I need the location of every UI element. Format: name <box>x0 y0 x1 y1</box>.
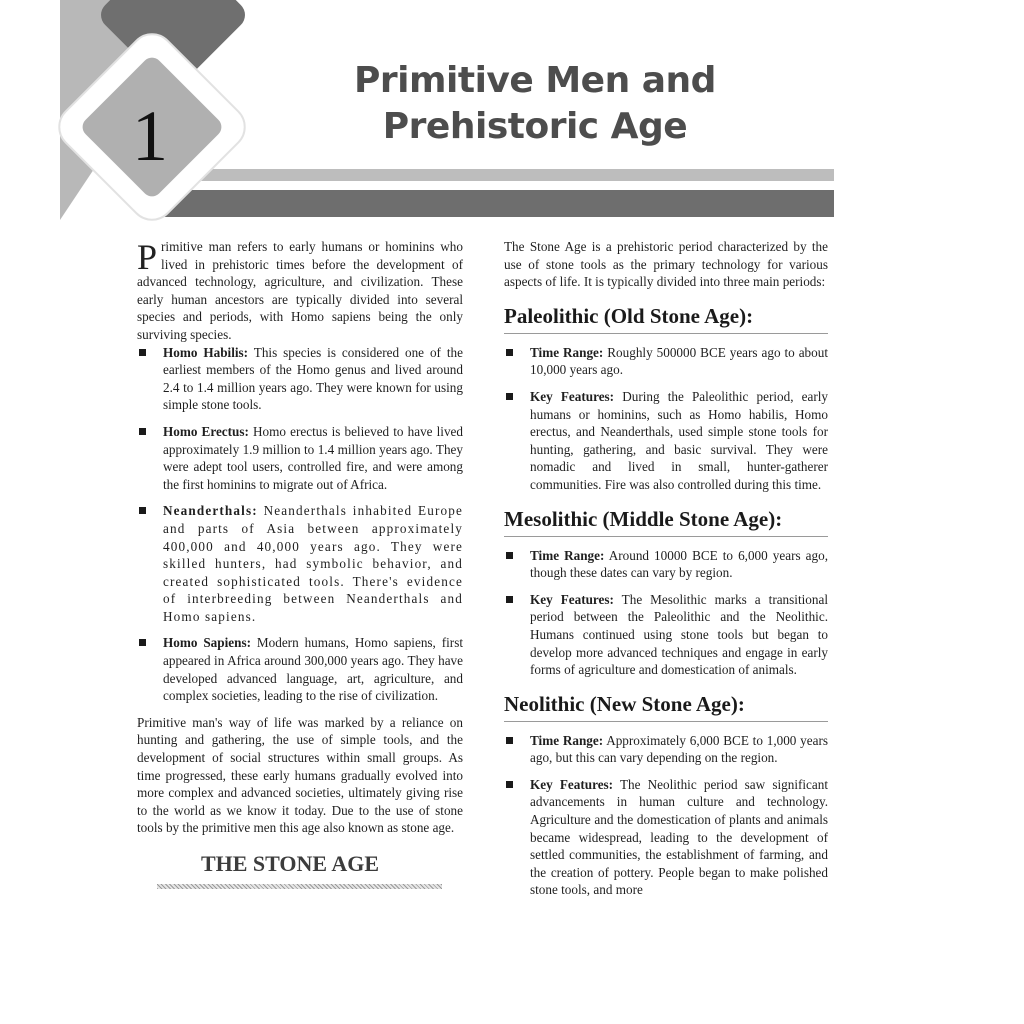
intro-text: rimitive man refers to early humans or hominins who lived in prehistoric times before the development of advanced technology, agriculture, and civilization. These early human ancestors are typically divided into several species and periods, with Homo sapiens being the only surviving species. <box>137 239 463 342</box>
chapter-title-line-1: Primitive Men and <box>354 60 716 101</box>
closing-paragraph: Primitive man's way of life was marked by a reliance on hunting and gathering, the use of simple tools, and the development of social structures within small groups. As time progressed, these early humans gradually evolved into more complex and advanced societies, ultimately giving rise to the world as we know it today. Due to the use of stone tools by the primitive men this age also known as stone age. <box>137 714 463 836</box>
stone-age-intro: The Stone Age is a prehistoric period characterized by the use of stone tools as the primary technology for various aspects of life. It is typically divided into three main periods: <box>504 239 828 290</box>
right-column <box>504 238 828 908</box>
chapter-number: 1 <box>132 96 168 176</box>
species-name: Neanderthals: <box>163 503 258 519</box>
item-label: Key Features: <box>530 591 614 607</box>
list-item <box>504 388 828 494</box>
item-text: The Neolithic period saw significant advancements in human culture and technology. Agriculture and the domestication of plants and animals became widespread, leading to the development of settled communities, the establishment of farming, and the creation of pottery. People began to make polished stone tools, and more <box>530 776 828 898</box>
species-name: Homo Habilis: <box>163 344 249 360</box>
bullet-square-icon <box>139 349 146 356</box>
paleolithic-list <box>504 344 828 494</box>
list-item <box>504 776 828 899</box>
species-name: Homo Erectus: <box>163 423 249 439</box>
left-column <box>137 238 463 889</box>
species-text: This species is considered one of the earliest members of the Homo genus and lived around 2.4 to 1.4 million years ago. They were known for using simple stone tools. <box>163 344 463 413</box>
item-text: The Mesolithic marks a transitional period between the Paleolithic and the Neolithic. Humans continued using stone tools but began to develop more advanced techniques and engage in early forms of agriculture and domestication of animals. <box>530 591 828 678</box>
species-item-homo-sapiens <box>137 634 463 704</box>
section-heading-neolithic: Neolithic (New Stone Age): <box>504 691 828 722</box>
stone-age-underline <box>157 884 442 889</box>
species-text: Homo erectus is believed to have lived approximately 1.9 million to 1.4 million years ago. They were adept tool users, controlled fire, and were among the first hominins to migrate out of Africa. <box>163 423 463 492</box>
bullet-square-icon <box>506 781 513 788</box>
section-heading-mesolithic: Mesolithic (Middle Stone Age): <box>504 506 828 537</box>
stone-age-heading: THE STONE AGE <box>200 851 380 876</box>
neolithic-list <box>504 732 828 899</box>
bullet-square-icon <box>506 596 513 603</box>
section-heading-paleolithic: Paleolithic (Old Stone Age): <box>504 303 828 334</box>
bullet-square-icon <box>506 393 513 400</box>
mesolithic-list <box>504 547 828 679</box>
species-list <box>137 344 463 705</box>
bullet-square-icon <box>506 349 513 356</box>
species-name: Homo Sapiens: <box>163 635 251 651</box>
item-text: Around 10000 BCE to 6,000 years ago, though these dates can vary by region. <box>530 547 828 581</box>
list-item <box>504 344 828 379</box>
species-item-neanderthals <box>137 502 463 625</box>
bullet-square-icon <box>506 737 513 744</box>
bullet-square-icon <box>139 428 146 435</box>
item-text: During the Paleolithic period, early humans or hominins, such as Homo habilis, Homo erectus, and Neanderthals, used simple stone tools for hunting, gathering, and basic survival. They were nomadic and lived in small, hunter-gatherer communities. Fire was also controlled during this time. <box>530 388 828 492</box>
header-dark-bar <box>150 190 834 217</box>
header-light-bar <box>150 169 834 181</box>
bullet-square-icon <box>139 507 146 514</box>
species-text: Neanderthals inhabited Europe and parts of Asia between approximately 400,000 and 40,000 years ago. They were skilled hunters, had symbolic behavior, and created sophisticated tools. There's evidence of interbreeding between Neanderthals and Homo sapiens. <box>163 503 463 624</box>
item-text: Approximately 6,000 BCE to 1,000 years ago, but this can vary depending on the region. <box>530 732 828 766</box>
list-item <box>504 547 828 582</box>
list-item <box>504 732 828 767</box>
item-label: Key Features: <box>530 388 615 404</box>
chapter-title <box>300 58 770 150</box>
item-text: Roughly 500000 BCE years ago to about 10,000 years ago. <box>530 344 829 378</box>
item-label: Time Range: <box>530 547 605 563</box>
species-text: Modern humans, Homo sapiens, first appeared in Africa around 300,000 years ago. They have developed advanced language, art, agriculture, and complex societies, leading to the rise of civilization. <box>163 635 463 704</box>
list-item <box>504 591 828 679</box>
species-item-homo-habilis <box>137 344 463 414</box>
bullet-square-icon <box>506 552 513 559</box>
species-item-homo-erectus <box>137 423 463 493</box>
bullet-square-icon <box>139 639 146 646</box>
chapter-title-line-2: Prehistoric Age <box>382 106 688 147</box>
item-label: Time Range: <box>530 344 604 360</box>
item-label: Time Range: <box>530 732 604 748</box>
intro-paragraph <box>137 238 463 344</box>
item-label: Key Features: <box>530 776 614 792</box>
drop-cap: P <box>137 237 158 277</box>
